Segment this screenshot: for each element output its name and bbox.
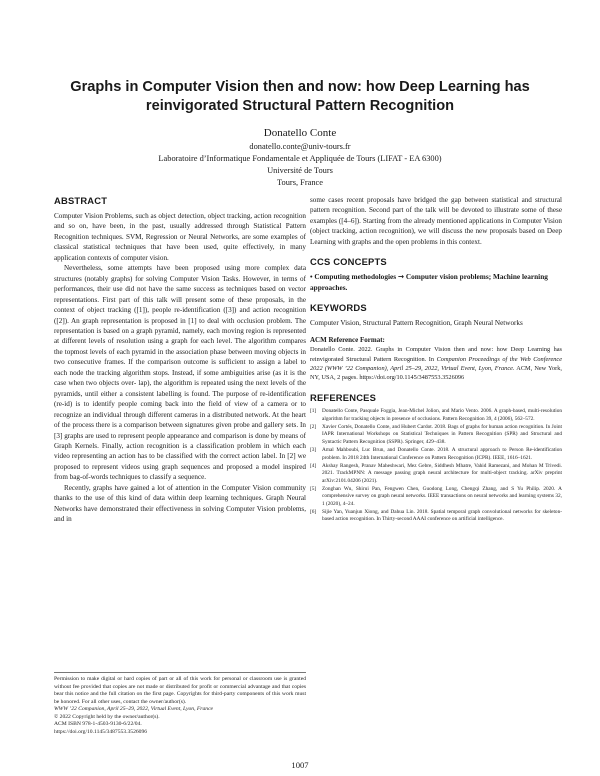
ccs-heading: CCS CONCEPTS [310,256,387,268]
permission-footnote [54,672,306,736]
ccs-concepts [310,272,562,293]
author-name: Donatello Conte [263,127,337,139]
reference-number: [4] [310,462,317,469]
right-column [310,195,562,525]
footnote-permission: Permission to make digital or hard copies of part or all of this work for personal or classroom use is granted without fee provided that copies are not made or distributed for profit or commercial advantage and that copies bear this notice and the full citation on the first page. Copyrights for third-party components of this work must be honored. For all other uses, contact the owner/author(s). [54,676,306,705]
abstract-continuation: some cases recent proposals have bridged the gap between statistical and structural pattern recognition. Second part of the talk will be devoted to illustrate some of these examples ([4–6]). Starting from the already mentioned applications in Computer Vision (object tracking, action recognition), we will discuss the new proposals based on Deep Learning with graphs and the open problems in this context. [310,196,562,246]
reference-item [310,424,562,447]
reference-text: Donatello Conte, Pasquale Foggia, Jean-Michel Jolion, and Mario Vento. 2006. A graph-based, multi-resolution algorithm for tracking objects in presence of occlusions. Pattern Recognition 39, 4 (2006), 562–572. [322,408,562,422]
reference-item [310,486,562,509]
reference-number: [2] [310,423,317,430]
acm-format-venue: Companion Proceedings of the Web Conference 2022 (WWW ’22 Companion), April 25–29, 2022, Virtual Event, Lyon, France. [310,355,562,372]
page-number: 1007 [291,760,309,770]
abstract-paragraph-1: Computer Vision Problems, such as object detection, object tracking, action recognition and so on, have been, in the past, usually addressed through Statistical Pattern Recognition techniques. SVM, Regression or Neural Networks, are some examples of classical statistical techniques that have been used, quite effectively, in many application contexts of computer vision. [54,212,306,262]
author-location: Tours, France [277,178,323,187]
reference-text: Amal Mahboubi, Luc Brun, and Donatello Conte. 2018. A structural approach to Person Re-identification problem. In 2018 24th International Conference on Pattern Recognition (ICPR). IEEE, 1616–1621. [322,447,562,461]
acm-format-text-b[interactable]: ACM, New York, NY, USA, 2 pages. https://doi.org/10.1145/3487553.3526096 [310,364,562,382]
keywords-heading: KEYWORDS [310,302,367,314]
references-heading: REFERENCES [310,392,377,404]
reference-item [310,463,562,486]
author-affiliation: Laboratoire d’Informatique Fondamentale et Appliquée de Tours (LIFAT - EA 6300) [158,154,442,163]
ccs-bullet: • [310,272,313,282]
ccs-term-b: Computer vision problems; Machine learning approaches. [310,272,548,292]
reference-text: Akshay Rangesh, Pranav Maheshwari, Mez Gebre, Siddhesh Mhatre, Vahid Ramezani, and Mohan M Trivedi. 2021. TrackMPNN: A message passing graph neural architecture for multi-object tracking. arXiv preprint arXiv:2101.04206 (2021). [322,462,562,484]
acm-reference-format [310,335,562,382]
footnote-isbn: ACM ISBN 978-1-4503-9130-6/22/04. [54,721,142,727]
footnote-venue: WWW ’22 Companion, April 25–29, 2022, Virtual Event, Lyon, France [54,706,214,712]
acm-format-text-a: Donatello Conte. 2022. Graphs in Computer Vision then and now: how Deep Learning has reinvigorated Structural Pattern Recognition. In [310,346,562,363]
reference-number: [3] [310,447,317,454]
abstract-paragraph-3: Recently, graphs have gained a lot of attention in the Computer Vision community thanks to the use of this kind of data within deep learning techniques. Graph Neural Networks have demonstrated their effectiveness in solving Computer Vision problems, and in [54,483,306,524]
reference-text: Sijie Yan, Yuanjun Xiong, and Dahua Lin. 2018. Spatial temporal graph convolutional networks for skeleton-based action recognition. In Thirty-second AAAI conference on artificial intelligence. [322,508,562,523]
keywords-text: Computer Vision, Structural Pattern Recognition, Graph Neural Networks [310,319,523,328]
arrow-right-icon: → [397,272,405,282]
reference-text: Zonghan Wu, Shirui Pan, Fengwen Chen, Guodong Long, Chengqi Zhang, and S Yu Philip. 2020. A comprehensive survey on graph neural networks. IEEE transactions on neural networks and learning systems 32, 1 (2020), 4–24. [322,485,562,507]
acm-format-heading: ACM Reference Format: [310,336,385,345]
left-column [54,195,306,525]
ccs-term-a: Computing methodologies [314,272,397,282]
author-email[interactable]: donatello.conte@univ-tours.fr [249,142,351,151]
reference-item [310,408,562,423]
footnote-copyright: © 2022 Copyright held by the owner/author(s). [54,713,160,720]
reference-number: [5] [310,485,317,492]
reference-item [310,447,562,462]
reference-item [310,509,562,524]
paper-title: Graphs in Computer Vision then and now: how Deep Learning has reinvigorated Structural Pattern Recognition [70,79,530,114]
reference-number: [1] [310,408,317,415]
reference-text: Xavier Cortés, Donatello Conte, and Hubert Cardot. 2018. Bags of graphs for human action recognition. In Joint IAPR International Workshops on Statistical Techniques in Pattern Recognition (SPR) and Structural and Syntactic Pattern Recognition (SSPR). Springer, 429–438. [322,423,562,445]
abstract-paragraph-2: Nevertheless, some attempts have been proposed using more complex data structures (notably graphs) for solving Computer Vision Tasks. However, in terms of performances, their use did not have the same success as techniques based on vector representations. First part of this talk will present some of these proposals, in the context of object tracking ([1]), people re-identification ([3]) and action recognition ([2]). An graph representation is proposed in [1] to deal with occlusion problem. The representation is based on a graph pyramid, namely, each moving region is represented at different levels of resolution using a graph for each level. The algorithm compares the topmost levels of each pyramid in the association phase between moving objects in two consecutive frames. If the comparison outcome is sufficient to assign a label to each node the tracking algorithm stops. Instead, if some ambiguities arise (as it is the case when two objects over- lap), the algorithm is repeated using the next levels of the pyramids, until either a consistent labelling is found. The purpose of re-identification (re-id) is to identify people coming back into the field of view of a camera or to recognize an individual through different cameras in a distributed network. At the heart of the process there is a comparison between signatures given probe and gallery sets. In [3] graphs are used to represent people appearance and comparison is done by means of Graph Kernels. Finally, action recognition is a classification problem in which each video representing an action has to be classified with the correct action label. In [2] we proposed to represent videos using graph sequences and proposed a model inspired from bag-of-words techniques to classify a sequence. [54,264,306,482]
acm-format-text [310,345,562,382]
abstract-heading: ABSTRACT [54,195,108,206]
references-list [310,408,562,524]
footnote-doi[interactable]: https://doi.org/10.1145/3487553.3526096 [54,728,148,735]
footnote-rule [54,672,306,673]
reference-number: [6] [310,508,317,515]
author-block [100,126,500,189]
author-university: Université de Tours [267,166,333,175]
